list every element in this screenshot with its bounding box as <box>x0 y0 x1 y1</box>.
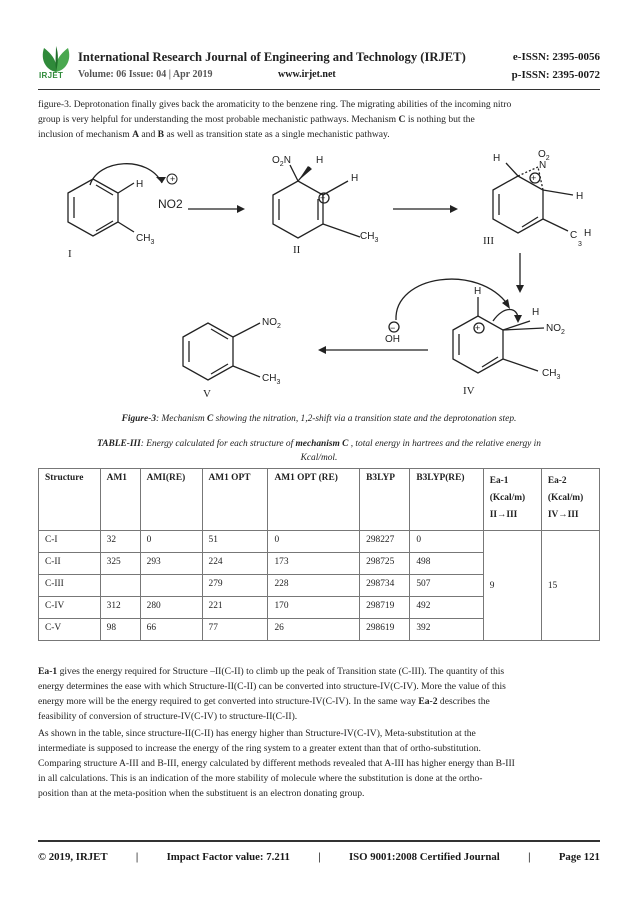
footer-separator: | <box>528 851 531 863</box>
label-CH3: $CH_3$ <box>542 368 561 381</box>
cell: 312 <box>100 597 140 619</box>
footer-rule <box>38 840 600 842</box>
e-issn: e-ISSN: 2395-0056 <box>512 51 600 63</box>
page-header <box>38 44 600 88</box>
cell: 0 <box>410 531 483 553</box>
structure-II <box>273 165 360 238</box>
cell: 498 <box>410 553 483 575</box>
label-H: H <box>351 173 359 184</box>
cell: 66 <box>140 619 202 641</box>
intro-line: group is very helpful for understanding the most probable mechanistic pathways. Mechanism C is nothing but the <box>38 114 475 125</box>
intro-line: figure-3. Deprotonation finally gives back the aromaticity to the benzene ring. The migrating abilities of the incoming nitro <box>38 99 512 110</box>
label-CH3: $CH_3$ <box>360 231 379 244</box>
numeral-II: II <box>293 244 301 256</box>
discussion-paragraph: As shown in the table, since structure-II(C-II) has energy higher than Structure-IV(C-IV), Meta-substitution at the intermediate is supposed to increase the energy of the ring system to a greater extent than that of ortho-substitution. Comparing structure A-III and B-III, energy calculated by different methods revealed that A-III has higher energy than B-III in all calculations. This is an indication of the more stability of molecule where the substitution is done at the ortho- position than at the meta-position when the substituent is an electron donating group. <box>38 728 515 799</box>
cell: 173 <box>268 553 360 575</box>
reagent-no2: NO2 <box>158 197 183 211</box>
cell: 26 <box>268 619 360 641</box>
cell: 298725 <box>360 553 410 575</box>
plus-sign: + <box>170 174 176 184</box>
cell: 224 <box>202 553 268 575</box>
cell: 221 <box>202 597 268 619</box>
volume-issue: Volume: 06 Issue: 04 | Apr 2019 <box>78 69 213 80</box>
plus-sign: + <box>531 173 537 183</box>
label-no2: $NO_2$ <box>262 317 281 330</box>
cell <box>140 575 202 597</box>
cell: C-II <box>39 553 101 575</box>
cell: 51 <box>202 531 268 553</box>
cell: 77 <box>202 619 268 641</box>
cell: 293 <box>140 553 202 575</box>
p-issn: p-ISSN: 2395-0072 <box>511 69 600 81</box>
cell: 0 <box>268 531 360 553</box>
figure-caption: Figure-3: Mechanism C showing the nitration, 1,2-shift via a transition state and the deprotonation step. <box>121 414 517 424</box>
ea-paragraph: Ea-1 gives the energy required for Structure –II(C-II) to climb up the peak of Transition state (C-III). The quantity of this energy determines the ease with which Structure-II(C-II) can be converted into structure-IV(C-IV). More the value of this energy more will be the energy required to get converted into structure-IV(C-IV). In the same way Ea-2 describes the feasibility of conversion of structure-IV(C-IV) to structure-II(C-II). <box>38 666 506 722</box>
ea2-value: 15 <box>541 531 599 641</box>
label-N: N <box>539 160 547 171</box>
journal-title: International Research Journal of Engineering and Technology (IRJET) <box>78 50 466 64</box>
cell: 507 <box>410 575 483 597</box>
cell: C-III <box>39 575 101 597</box>
intro-paragraph <box>38 97 600 142</box>
reaction-scheme-svg <box>38 145 600 400</box>
table-header-row <box>39 469 600 531</box>
impact-factor: Impact Factor value: 7.211 <box>166 851 290 863</box>
page-number: Page 121 <box>558 851 600 863</box>
structure-V <box>183 323 260 380</box>
minus-sign: − <box>390 323 396 333</box>
label-o2n: $O_2N$ <box>272 155 291 168</box>
ea1-value: 9 <box>483 531 541 641</box>
logo-text: IRJET <box>39 71 64 80</box>
copyright: © 2019, IRJET <box>38 851 108 863</box>
label-CH3: $CH_3$ <box>136 233 155 246</box>
cell: 298719 <box>360 597 410 619</box>
table-caption: TABLE-III: Energy calculated for each structure of mechanism C , total energy in hartrees and the relative energy in Kcal/mol. <box>97 439 541 463</box>
col-header: AM1 <box>100 469 140 531</box>
page-footer <box>38 851 600 863</box>
label-H: H <box>532 307 540 318</box>
col-header: B3LYP <box>360 469 410 531</box>
cell: 170 <box>268 597 360 619</box>
col-header: B3LYP(RE) <box>410 469 483 531</box>
cell: 279 <box>202 575 268 597</box>
label-H: H <box>136 179 144 190</box>
mechanism-c-scheme <box>38 145 600 400</box>
cell: 32 <box>100 531 140 553</box>
label-o2: $O_2$ <box>538 149 550 162</box>
label-H: H <box>493 153 501 164</box>
label-oh: OH <box>385 334 400 345</box>
cell: 98 <box>100 619 140 641</box>
col-header: AMI(RE) <box>140 469 202 531</box>
cell: C-IV <box>39 597 101 619</box>
label-no2: $NO_2$ <box>546 323 565 336</box>
plus-sign: + <box>320 193 326 203</box>
cell: 325 <box>100 553 140 575</box>
table-row <box>39 531 600 553</box>
energy-table <box>38 468 600 641</box>
leaf-logo-icon <box>38 44 74 74</box>
numeral-V: V <box>203 388 211 400</box>
header-rule <box>38 89 600 90</box>
col-header-ea1: Ea-1 (Kcal/m) II→III <box>483 469 541 531</box>
label-H: H <box>316 155 324 166</box>
label-H: H <box>474 286 482 297</box>
label-CH3: C H 3 <box>570 228 592 248</box>
structure-IV <box>453 297 544 373</box>
cell: C-V <box>39 619 101 641</box>
numeral-I: I <box>68 248 72 260</box>
structure-I <box>68 164 166 236</box>
col-header: Structure <box>39 469 101 531</box>
plus-sign: + <box>475 323 481 333</box>
footer-separator: | <box>318 851 321 863</box>
numeral-IV: IV <box>463 385 475 397</box>
journal-url[interactable]: www.irjet.net <box>278 69 336 80</box>
cell: 280 <box>140 597 202 619</box>
col-header-ea2: Ea-2 (Kcal/m) IV→III <box>541 469 599 531</box>
iso-certification: ISO 9001:2008 Certified Journal <box>348 851 500 863</box>
numeral-III: III <box>483 235 494 247</box>
cell: 0 <box>140 531 202 553</box>
cell: 392 <box>410 619 483 641</box>
cell: 298227 <box>360 531 410 553</box>
label-H: H <box>576 191 584 202</box>
cell: C-I <box>39 531 101 553</box>
col-header: AM1 OPT (RE) <box>268 469 360 531</box>
cell: 298619 <box>360 619 410 641</box>
label-CH3: $CH_3$ <box>262 373 281 386</box>
intro-line: inclusion of mechanism A and B as well as transition state as a single mechanistic pathway. <box>38 129 390 140</box>
irjet-logo <box>38 44 74 82</box>
cell <box>100 575 140 597</box>
cell: 492 <box>410 597 483 619</box>
cell: 298734 <box>360 575 410 597</box>
col-header: AM1 OPT <box>202 469 268 531</box>
footer-separator: | <box>135 851 139 863</box>
cell: 228 <box>268 575 360 597</box>
